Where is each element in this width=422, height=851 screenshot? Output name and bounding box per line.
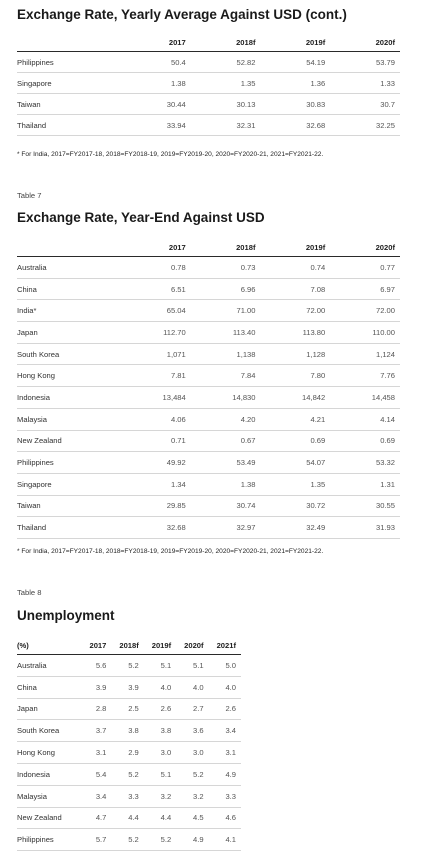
table-cell: 53.32 xyxy=(330,452,400,474)
table-cell: 53.79 xyxy=(330,52,400,73)
table-cell: 4.0 xyxy=(176,676,208,698)
column-header: 2018f xyxy=(111,636,143,655)
table-cell: 5.1 xyxy=(144,655,176,677)
row-label: Hong Kong xyxy=(17,742,79,764)
column-header: 2017 xyxy=(121,33,191,52)
header-label xyxy=(17,238,121,257)
table-row xyxy=(17,278,400,300)
table-cell: 30.44 xyxy=(121,94,191,115)
table-cell: 30.55 xyxy=(330,495,400,517)
table-cell: 2.6 xyxy=(209,698,241,720)
row-label: Thailand xyxy=(17,517,121,539)
table-cell: 5.4 xyxy=(79,763,111,785)
table-cell: 4.5 xyxy=(176,807,208,829)
table-cell: 1.33 xyxy=(330,73,400,94)
column-header: 2021f xyxy=(209,636,241,655)
table-cell: 14,830 xyxy=(191,387,261,409)
row-label: Philippines xyxy=(17,452,121,474)
table-cell: 0.71 xyxy=(121,430,191,452)
table-cell: 71.00 xyxy=(191,300,261,322)
table-cell: 32.68 xyxy=(121,517,191,539)
table-row xyxy=(17,300,400,322)
column-header: 2017 xyxy=(79,636,111,655)
column-header: 2019f xyxy=(144,636,176,655)
table-cell: 7.08 xyxy=(261,278,331,300)
table-cell: 33.94 xyxy=(121,115,191,136)
row-label: Singapore xyxy=(17,473,121,495)
table-cell: 4.9 xyxy=(176,829,208,851)
table-cell: 1.31 xyxy=(330,473,400,495)
table-cell: 5.0 xyxy=(209,655,241,677)
table-yearly-average-wrap xyxy=(17,33,400,136)
table-row xyxy=(17,785,241,807)
table-cell: 4.4 xyxy=(111,807,143,829)
table-cell: 1.35 xyxy=(261,473,331,495)
column-header: 2019f xyxy=(261,238,331,257)
table-cell: 3.7 xyxy=(79,720,111,742)
table-cell: 1.35 xyxy=(191,73,261,94)
row-label: Hong Kong xyxy=(17,365,121,387)
table-row xyxy=(17,387,400,409)
table-cell: 3.3 xyxy=(111,785,143,807)
table-cell: 6.51 xyxy=(121,278,191,300)
table-caption: Table 8 xyxy=(17,588,42,597)
table-title-year-end: Exchange Rate, Year-End Against USD xyxy=(17,210,265,225)
row-label: China xyxy=(17,676,79,698)
table-row xyxy=(17,655,241,677)
table-cell: 53.49 xyxy=(191,452,261,474)
header-label xyxy=(17,33,121,52)
table-cell: 6.96 xyxy=(191,278,261,300)
table-cell: 5.6 xyxy=(79,655,111,677)
table-cell: 32.97 xyxy=(191,517,261,539)
table-cell: 110.00 xyxy=(330,322,400,344)
row-label: Australia xyxy=(17,257,121,279)
table-cell: 3.6 xyxy=(176,720,208,742)
row-label: New Zealand xyxy=(17,807,79,829)
table-cell: 4.21 xyxy=(261,408,331,430)
row-label: Indonesia xyxy=(17,763,79,785)
table-cell: 0.69 xyxy=(261,430,331,452)
table-cell: 1.38 xyxy=(121,73,191,94)
table-cell: 3.3 xyxy=(209,785,241,807)
table-row xyxy=(17,473,400,495)
table-cell: 4.0 xyxy=(144,676,176,698)
table-cell: 49.92 xyxy=(121,452,191,474)
table-row xyxy=(17,257,400,279)
table-cell: 1.34 xyxy=(121,473,191,495)
table-cell: 2.9 xyxy=(111,742,143,764)
table-cell: 4.6 xyxy=(209,807,241,829)
table-cell: 6.97 xyxy=(330,278,400,300)
table-cell: 30.74 xyxy=(191,495,261,517)
table-row xyxy=(17,517,400,539)
table-cell: 0.69 xyxy=(330,430,400,452)
table-cell: 3.9 xyxy=(111,676,143,698)
row-label: Indonesia xyxy=(17,387,121,409)
table-cell: 2.8 xyxy=(79,698,111,720)
row-label: Malaysia xyxy=(17,785,79,807)
table-cell: 3.8 xyxy=(111,720,143,742)
table-cell: 65.04 xyxy=(121,300,191,322)
table-cell: 14,458 xyxy=(330,387,400,409)
table-row xyxy=(17,763,241,785)
table-cell: 1,071 xyxy=(121,343,191,365)
table-cell: 32.49 xyxy=(261,517,331,539)
table-cell: 72.00 xyxy=(261,300,331,322)
table-cell: 54.07 xyxy=(261,452,331,474)
table-header-row xyxy=(17,33,400,52)
table-cell: 50.4 xyxy=(121,52,191,73)
table-cell: 3.0 xyxy=(144,742,176,764)
table-cell: 0.77 xyxy=(330,257,400,279)
table-row xyxy=(17,698,241,720)
table-cell: 3.1 xyxy=(79,742,111,764)
table-header-row xyxy=(17,238,400,257)
table-cell: 30.83 xyxy=(261,94,331,115)
table-cell: 30.7 xyxy=(330,94,400,115)
row-label: India* xyxy=(17,300,121,322)
table-cell: 14,842 xyxy=(261,387,331,409)
table-cell: 2.6 xyxy=(144,698,176,720)
table-row xyxy=(17,742,241,764)
table-cell: 4.7 xyxy=(79,807,111,829)
table-cell: 4.20 xyxy=(191,408,261,430)
column-header: 2020f xyxy=(330,238,400,257)
row-label: New Zealand xyxy=(17,430,121,452)
table-cell: 3.2 xyxy=(176,785,208,807)
table-row xyxy=(17,115,400,136)
table-cell: 4.06 xyxy=(121,408,191,430)
table-cell: 4.9 xyxy=(209,763,241,785)
table-footnote: * For India, 2017=FY2017-18, 2018=FY2018-19, 2019=FY2019-20, 2020=FY2020-21, 2021=FY2021-22. xyxy=(17,151,324,158)
table-cell: 0.74 xyxy=(261,257,331,279)
table-row xyxy=(17,94,400,115)
table-cell: 3.2 xyxy=(144,785,176,807)
table-cell: 13,484 xyxy=(121,387,191,409)
table-row xyxy=(17,495,400,517)
table-cell: 7.80 xyxy=(261,365,331,387)
table-footnote: * For India, 2017=FY2017-18, 2018=FY2018-19, 2019=FY2019-20, 2020=FY2020-21, 2021=FY2021-22. xyxy=(17,548,324,555)
table-cell: 32.31 xyxy=(191,115,261,136)
header-label: (%) xyxy=(17,636,79,655)
table-cell: 3.1 xyxy=(209,742,241,764)
table-cell: 5.2 xyxy=(111,829,143,851)
table-cell: 3.4 xyxy=(79,785,111,807)
row-label: Philippines xyxy=(17,829,79,851)
table-cell: 32.68 xyxy=(261,115,331,136)
row-label: Taiwan xyxy=(17,495,121,517)
table-row xyxy=(17,73,400,94)
table-cell: 7.84 xyxy=(191,365,261,387)
table-title-unemployment: Unemployment xyxy=(17,608,115,623)
row-label: Australia xyxy=(17,655,79,677)
table-year-end-wrap xyxy=(17,238,400,539)
table-cell: 112.70 xyxy=(121,322,191,344)
table-cell: 72.00 xyxy=(330,300,400,322)
table-cell: 3.0 xyxy=(176,742,208,764)
table-cell: 1.36 xyxy=(261,73,331,94)
table-cell: 7.76 xyxy=(330,365,400,387)
table-unemployment xyxy=(17,636,241,851)
table-cell: 32.25 xyxy=(330,115,400,136)
table-cell: 2.5 xyxy=(111,698,143,720)
row-label: South Korea xyxy=(17,343,121,365)
table-cell: 2.7 xyxy=(176,698,208,720)
table-cell: 113.80 xyxy=(261,322,331,344)
row-label: Philippines xyxy=(17,52,121,73)
table-cell: 54.19 xyxy=(261,52,331,73)
row-label: Japan xyxy=(17,322,121,344)
table-cell: 4.1 xyxy=(209,829,241,851)
table-row xyxy=(17,322,400,344)
table-row xyxy=(17,807,241,829)
table-row xyxy=(17,430,400,452)
table-cell: 1,128 xyxy=(261,343,331,365)
table-cell: 0.67 xyxy=(191,430,261,452)
table-cell: 3.9 xyxy=(79,676,111,698)
row-label: Singapore xyxy=(17,73,121,94)
table-row xyxy=(17,408,400,430)
table-cell: 3.4 xyxy=(209,720,241,742)
table-cell: 113.40 xyxy=(191,322,261,344)
table-year-end xyxy=(17,238,400,539)
table-cell: 4.14 xyxy=(330,408,400,430)
column-header: 2017 xyxy=(121,238,191,257)
table-yearly-average xyxy=(17,33,400,136)
table-cell: 5.2 xyxy=(111,763,143,785)
column-header: 2018f xyxy=(191,33,261,52)
table-cell: 5.2 xyxy=(111,655,143,677)
table-cell: 30.72 xyxy=(261,495,331,517)
row-label: South Korea xyxy=(17,720,79,742)
row-label: Malaysia xyxy=(17,408,121,430)
table-cell: 1.38 xyxy=(191,473,261,495)
table-cell: 5.2 xyxy=(176,763,208,785)
table-cell: 0.78 xyxy=(121,257,191,279)
table-cell: 5.1 xyxy=(176,655,208,677)
table-row xyxy=(17,343,400,365)
table-cell: 3.8 xyxy=(144,720,176,742)
table-header-row xyxy=(17,636,241,655)
table-cell: 31.93 xyxy=(330,517,400,539)
table-row xyxy=(17,365,400,387)
table-row xyxy=(17,452,400,474)
row-label: Japan xyxy=(17,698,79,720)
table-unemployment-wrap xyxy=(17,636,241,851)
row-label: Thailand xyxy=(17,115,121,136)
column-header: 2020f xyxy=(176,636,208,655)
column-header: 2018f xyxy=(191,238,261,257)
table-cell: 0.73 xyxy=(191,257,261,279)
table-cell: 7.81 xyxy=(121,365,191,387)
table-cell: 4.4 xyxy=(144,807,176,829)
row-label: Taiwan xyxy=(17,94,121,115)
table-cell: 5.1 xyxy=(144,763,176,785)
table-row xyxy=(17,829,241,851)
table-cell: 1,124 xyxy=(330,343,400,365)
table-cell: 5.7 xyxy=(79,829,111,851)
table-cell: 30.13 xyxy=(191,94,261,115)
column-header: 2020f xyxy=(330,33,400,52)
table-cell: 1,138 xyxy=(191,343,261,365)
table-title-yearly-average: Exchange Rate, Yearly Average Against USD (cont.) xyxy=(17,7,347,22)
table-row xyxy=(17,52,400,73)
table-cell: 52.82 xyxy=(191,52,261,73)
row-label: China xyxy=(17,278,121,300)
table-row xyxy=(17,720,241,742)
table-row xyxy=(17,676,241,698)
column-header: 2019f xyxy=(261,33,331,52)
table-cell: 5.2 xyxy=(144,829,176,851)
table-caption: Table 7 xyxy=(17,191,42,200)
table-cell: 29.85 xyxy=(121,495,191,517)
table-cell: 4.0 xyxy=(209,676,241,698)
